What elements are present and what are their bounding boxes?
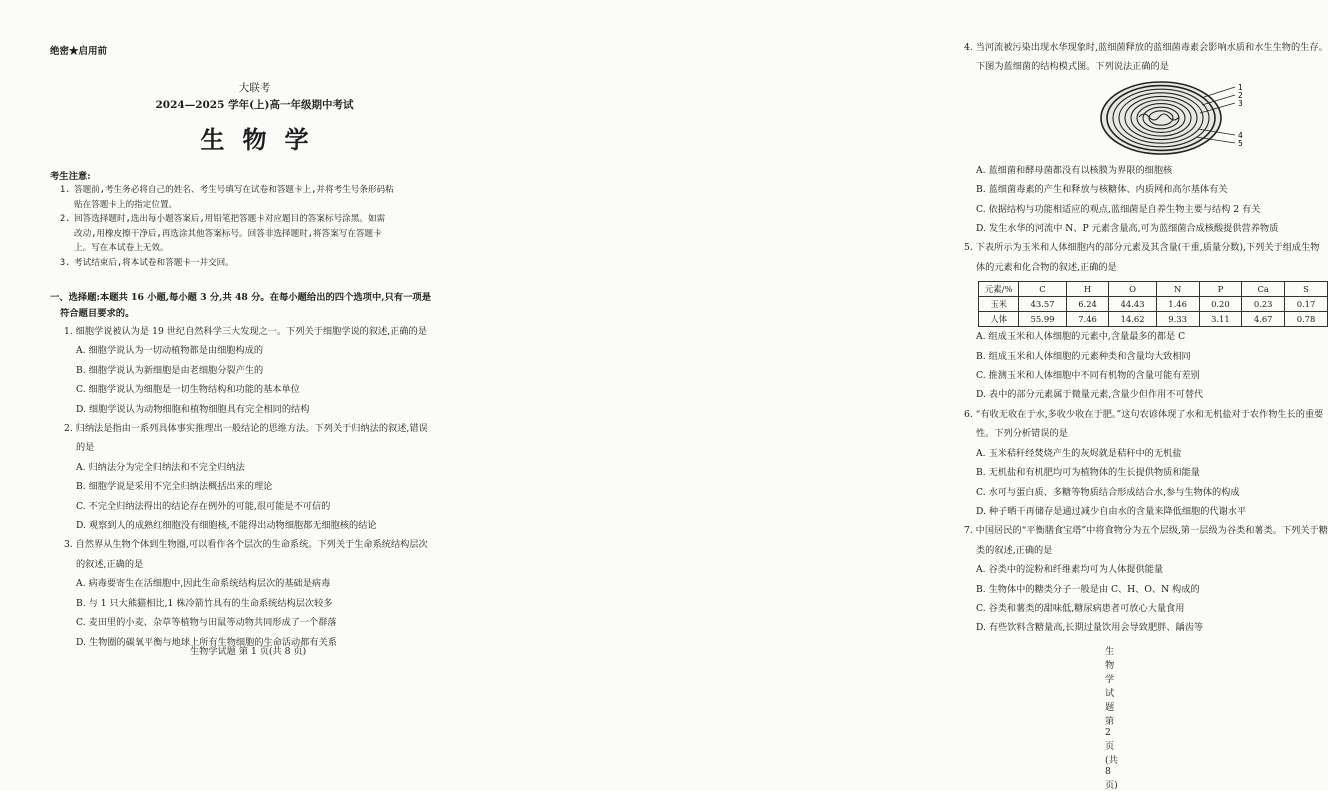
table-cell: 0.23 bbox=[1242, 297, 1285, 312]
question-option: A. 细胞学说认为一切动植物都是由细胞构成的 bbox=[76, 345, 264, 357]
cyanobacteria-diagram bbox=[964, 77, 1328, 161]
question-stem: 1. 细胞学说被认为是 19 世纪自然科学三大发现之一。下列关于细胞学说的叙述,正确的是 bbox=[64, 326, 427, 337]
question-stem: 的是 bbox=[76, 442, 95, 454]
note-item bbox=[60, 212, 457, 256]
question-stem: 5. 下表所示为玉米和人体细胞内的部分元素及其含量(干重,质量分数),下列关于组成生物 bbox=[964, 242, 1320, 254]
table-header-cell: P bbox=[1199, 282, 1242, 297]
note-text: 回答选择题时,选出每小题答案后,用铅笔把答题卡对应题目的答案标号涂黑。如需 bbox=[74, 214, 386, 224]
table-cell: 玉米 bbox=[979, 297, 1019, 312]
diagram-label: 5 bbox=[1238, 138, 1243, 148]
exam-org: 大联考 bbox=[238, 82, 271, 94]
table-cell: 1.46 bbox=[1156, 297, 1199, 312]
question-option: D. 发生水华的河流中 N、P 元素含量高,可为蓝细菌合成核酸提供营养物质 bbox=[976, 223, 1279, 235]
question-option: C. 依据结构与功能相适应的观点,蓝细菌是自养生物主要与结构 2 有关 bbox=[976, 203, 1261, 215]
question-option: A. 谷类中的淀粉和纤维素均可为人体提供能量 bbox=[976, 564, 1164, 576]
exam-page-2 bbox=[475, 0, 1328, 791]
question-stem: 的叙述,正确的是 bbox=[76, 558, 144, 570]
question-stem: 下图为蓝细菌的结构模式图。下列说法正确的是 bbox=[976, 61, 1169, 73]
question-option: A. 蓝细菌和酵母菌都没有以核膜为界限的细胞核 bbox=[976, 164, 1173, 176]
section-line: 符合题目要求的。 bbox=[60, 308, 135, 319]
diagram-label: 3 bbox=[1238, 98, 1243, 108]
question-option: C. 麦田里的小麦、杂草等植物与田鼠等动物共同形成了一个群落 bbox=[76, 617, 337, 629]
table-header-cell: N bbox=[1156, 282, 1199, 297]
note-line bbox=[60, 212, 457, 227]
question-option: D. 生物圈的碳氧平衡与地球上所有生物细胞的生命活动都有关系 bbox=[76, 636, 337, 648]
exam-title: 2024—2025 学年(上)高一年级期中考试 bbox=[155, 99, 354, 111]
section-heading bbox=[50, 290, 460, 322]
question-stem: 类的叙述,正确的是 bbox=[976, 544, 1053, 556]
question-list-right bbox=[964, 38, 1328, 638]
question-option: D. 有些饮料含糖量高,长期过量饮用会导致肥胖、龋齿等 bbox=[976, 622, 1204, 634]
diagram-label: 4 bbox=[1238, 130, 1243, 140]
table-row bbox=[979, 297, 1328, 312]
question-option: C. 水可与蛋白质、多糖等物质结合形成结合水,参与生物体的构成 bbox=[976, 486, 1240, 498]
table-cell: 7.46 bbox=[1066, 312, 1109, 327]
table-cell: 人体 bbox=[979, 312, 1019, 327]
table-header-cell: C bbox=[1019, 282, 1066, 297]
question-stem: 2. 归纳法是指由一系列具体事实推理出一般结论的思维方法。下列关于归纳法的叙述,错误 bbox=[64, 423, 428, 435]
question-option: A. 归纳法分为完全归纳法和不完全归纳法 bbox=[76, 461, 245, 473]
table-cell: 3.11 bbox=[1199, 312, 1242, 327]
page-footer-1: 生物学试题 第 1 页(共 8 页) bbox=[190, 646, 307, 657]
label-leader-line bbox=[1204, 87, 1235, 97]
table-header-cell: 元素/% bbox=[979, 282, 1019, 297]
question-option: D. 观察到人的成熟红细胞没有细胞核,不能得出动物细胞都无细胞核的结论 bbox=[76, 520, 377, 532]
table-cell: 55.99 bbox=[1019, 312, 1066, 327]
table-header-row bbox=[979, 282, 1328, 297]
question-option: A. 组成玉米和人体细胞的元素中,含量最多的都是 C bbox=[976, 331, 1186, 343]
question-option: C. 不完全归纳法得出的结论存在例外的可能,很可能是不可信的 bbox=[76, 500, 331, 512]
question-option: D. 细胞学说认为动物细胞和植物细胞具有完全相同的结构 bbox=[76, 403, 310, 415]
question-stem: 4. 当河流被污染出现水华现象时,蓝细菌释放的蓝细菌毒素会影响水质和水生生物的生存。 bbox=[964, 42, 1328, 53]
note-number: 3. bbox=[60, 257, 71, 268]
page-footer-2: 生物学试题 第 2 页(共 8 页) bbox=[1105, 646, 1118, 791]
notes-list bbox=[60, 183, 457, 270]
element-content-table bbox=[978, 281, 1328, 327]
question-option: C. 推测玉米和人体细胞中不同有机物的含量可能有差别 bbox=[976, 370, 1200, 382]
question-option: A. 病毒要寄生在活细胞中,因此生命系统结构层次的基础是病毒 bbox=[76, 578, 331, 590]
question-option: B. 与 1 只大熊猫相比,1 株冷箭竹具有的生命系统结构层次较多 bbox=[76, 597, 333, 609]
question-stem: 6. “有收无收在于水,多收少收在于肥。”这句农谚体现了水和无机盐对于农作物生长的重要 bbox=[964, 408, 1324, 420]
question-stem: 体的元素和化合物的叙述,正确的是 bbox=[976, 261, 1117, 273]
note-line bbox=[74, 241, 457, 256]
note-line bbox=[60, 183, 457, 198]
table-cell: 43.57 bbox=[1019, 297, 1066, 312]
note-item bbox=[60, 183, 457, 212]
question-stem: 性。下列分析错误的是 bbox=[976, 428, 1068, 440]
note-line bbox=[60, 256, 457, 271]
question-option: C. 谷类和薯类的甜味低,糖尿病患者可放心大量食用 bbox=[976, 602, 1185, 614]
table-cell: 14.62 bbox=[1109, 312, 1156, 327]
element-table-wrap bbox=[964, 277, 1328, 327]
section-line: 一、选择题:本题共 16 小题,每小题 3 分,共 48 分。在每小题给出的四个选项中,只有一项是 bbox=[50, 292, 431, 303]
question-list-left bbox=[64, 322, 428, 652]
question-stem: 3. 自然界从生物个体到生物圈,可以看作各个层次的生命系统。下列关于生命系统结构层次 bbox=[64, 539, 428, 551]
question-option: B. 无机盐和有机肥均可为植物体的生长提供物质和能量 bbox=[976, 467, 1200, 479]
question-option: B. 生物体中的糖类分子一般是由 C、H、O、N 构成的 bbox=[976, 583, 1200, 595]
note-text: 答题前,考生务必将自己的姓名、考生号填写在试卷和答题卡上,并将考生号条形码粘 bbox=[74, 185, 394, 195]
question-option: D. 种子晒干再储存是通过减少自由水的含量来降低细胞的代谢水平 bbox=[976, 505, 1247, 517]
table-row bbox=[979, 312, 1328, 327]
question-option: B. 细胞学说是采用不完全归纳法概括出来的理论 bbox=[76, 481, 273, 493]
question-option: B. 蓝细菌毒素的产生和释放与核糖体、内质网和高尔基体有关 bbox=[976, 184, 1228, 196]
table-header-cell: Ca bbox=[1242, 282, 1285, 297]
table-cell: 4.67 bbox=[1242, 312, 1285, 327]
question-option: B. 细胞学说认为新细胞是由老细胞分裂产生的 bbox=[76, 364, 264, 376]
question-option: C. 细胞学说认为细胞是一切生物结构和功能的基本单位 bbox=[76, 384, 300, 396]
table-cell: 9.33 bbox=[1156, 312, 1199, 327]
note-number: 1. bbox=[60, 185, 71, 195]
note-text: 改动,用橡皮擦干净后,再选涂其他答案标号。回答非选择题时,将答案写在答题卡 bbox=[74, 228, 382, 239]
note-text: 上。写在本试卷上无效。 bbox=[74, 243, 169, 253]
note-text: 考试结束后,将本试卷和答题卡一并交回。 bbox=[74, 257, 234, 268]
cyanobacteria-svg bbox=[1099, 79, 1249, 157]
diagram-label: 2 bbox=[1238, 90, 1243, 100]
table-cell: 0.20 bbox=[1199, 297, 1242, 312]
table-header-cell: S bbox=[1285, 282, 1328, 297]
note-item bbox=[60, 256, 457, 271]
note-text: 贴在答题卡上的指定位置。 bbox=[74, 199, 178, 210]
question-option: B. 组成玉米和人体细胞的元素种类和含量均大致相同 bbox=[976, 350, 1191, 362]
table-cell: 0.17 bbox=[1285, 297, 1328, 312]
table-header-cell: O bbox=[1109, 282, 1156, 297]
note-line bbox=[74, 198, 457, 213]
subject-title: 生物学 bbox=[200, 125, 327, 154]
table-cell: 6.24 bbox=[1066, 297, 1109, 312]
table-cell: 0.78 bbox=[1285, 312, 1328, 327]
diagram-label: 1 bbox=[1238, 82, 1243, 92]
question-stem: 7. 中国居民的“平衡膳食宝塔”中将食物分为五个层级,第一层级为谷类和薯类。下列关于糖 bbox=[964, 525, 1328, 537]
table-cell: 44.43 bbox=[1109, 297, 1156, 312]
question-option: A. 玉米秸秆经焚烧产生的灰烬就是秸秆中的无机盐 bbox=[976, 447, 1182, 459]
exam-page-1 bbox=[0, 0, 475, 673]
note-number: 2. bbox=[60, 214, 71, 224]
question-option: D. 表中的部分元素属于微量元素,含量少但作用不可替代 bbox=[976, 389, 1204, 401]
note-line bbox=[74, 227, 457, 242]
notes-title: 考生注意: bbox=[50, 171, 91, 182]
secret-label: 绝密★启用前 bbox=[50, 46, 108, 57]
table-header-cell: H bbox=[1066, 282, 1109, 297]
